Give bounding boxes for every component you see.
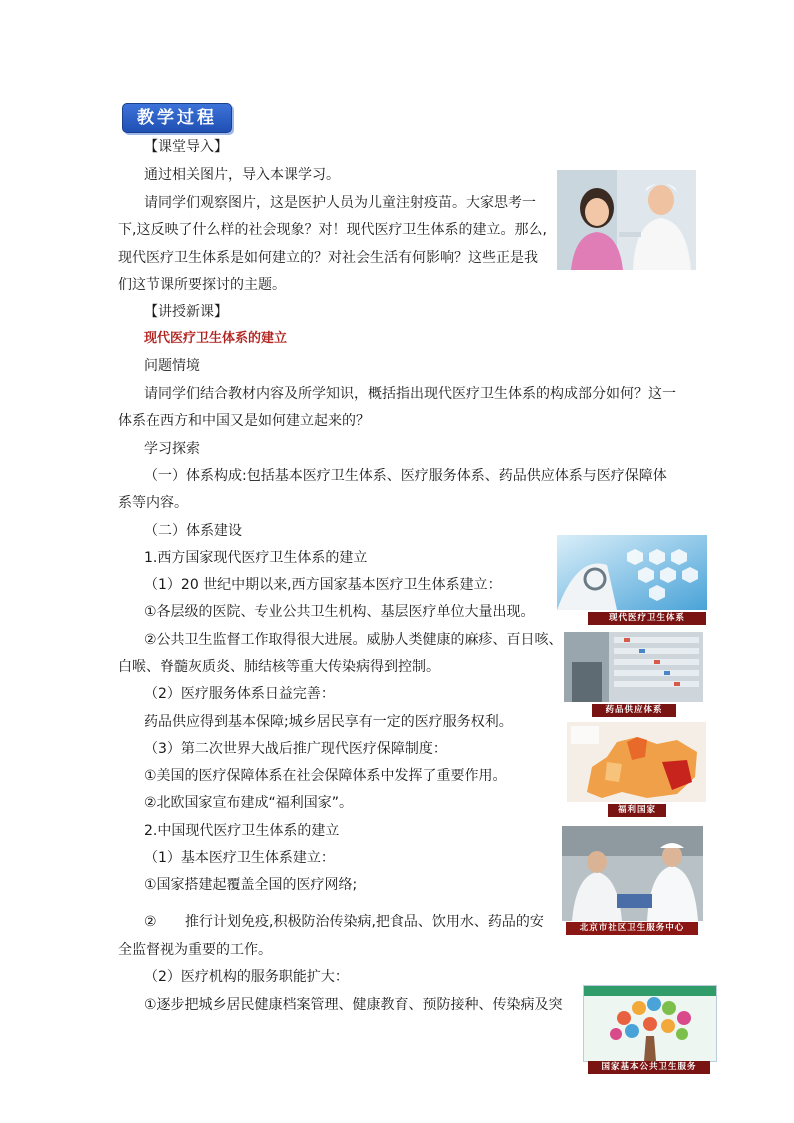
paragraph-line: 请同学们观察图片，这是医护人员为儿童注射疫苗。大家思考一 <box>144 195 536 211</box>
paragraph-line: （2）医疗服务体系日益完善： <box>144 686 335 702</box>
paragraph-line: （一）体系构成:包括基本医疗卫生体系、医疗服务体系、药品供应体系与医疗保障体 <box>144 468 667 484</box>
community-health-photo <box>562 826 703 921</box>
paragraph-line: 2.中国现代医疗卫生体系的建立 <box>144 823 340 839</box>
pharmacy-image <box>564 632 703 702</box>
paragraph-line: 请同学们结合教材内容及所学知识，概括指出现代医疗卫生体系的构成部分如何？这一 <box>144 386 676 402</box>
paragraph-line: 全监督视为重要的工作。 <box>118 942 272 958</box>
image-caption: 国家基本公共卫生服务 <box>588 1061 710 1074</box>
paragraph-line: 通过相关图片，导入本课学习。 <box>144 167 340 183</box>
image-caption: 药品供应体系 <box>592 704 676 717</box>
new-lesson-heading: 【讲授新课】 <box>144 304 228 320</box>
section-badge: 教学过程 <box>122 103 232 133</box>
paragraph-line: ①国家搭建起覆盖全国的医疗网络; <box>144 877 358 893</box>
paragraph-line: ①美国的医疗保障体系在社会保障体系中发挥了重要作用。 <box>144 768 507 784</box>
medical-system-image <box>557 535 707 610</box>
paragraph-line: ② <box>144 914 157 930</box>
image-caption: 现代医疗卫生体系 <box>588 612 706 625</box>
image-caption: 北京市社区卫生服务中心 <box>566 922 698 935</box>
paragraph-line: 问题情境 <box>144 358 200 374</box>
paragraph-line: （1）基本医疗卫生体系建立： <box>144 850 335 866</box>
paragraph-line: 学习探索 <box>144 441 200 457</box>
paragraph-line: ①各层级的医院、专业公共卫生机构、基层医疗单位大量出现。 <box>144 604 535 620</box>
image-caption: 福利国家 <box>608 804 666 817</box>
welfare-map-image <box>567 722 706 802</box>
paragraph-line: 现代医疗卫生体系是如何建立的？对社会生活有何影响？这些正是我 <box>118 250 538 266</box>
paragraph-line: 药品供应得到基本保障;城乡居民享有一定的医疗服务权利。 <box>144 714 513 730</box>
paragraph-line: 1.西方国家现代医疗卫生体系的建立 <box>144 550 368 566</box>
public-health-image <box>583 985 717 1062</box>
vaccination-photo <box>557 170 696 270</box>
section-title: 现代医疗卫生体系的建立 <box>144 331 288 346</box>
intro-heading: 【课堂导入】 <box>144 139 228 155</box>
paragraph-line: （二）体系建设 <box>144 523 242 539</box>
paragraph-line: 系等内容。 <box>118 495 188 511</box>
paragraph-line: 们这节课所要探讨的主题。 <box>118 277 286 293</box>
paragraph-line: ②北欧国家宣布建成“福利国家”。 <box>144 795 354 811</box>
paragraph-line: 下,这反映了什么样的社会现象？对！现代医疗卫生体系的建立。那么, <box>118 222 547 238</box>
paragraph-line: （2）医疗机构的服务职能扩大： <box>144 969 349 985</box>
paragraph-line: 白喉、脊髓灰质炎、肺结核等重大传染病得到控制。 <box>118 659 440 675</box>
paragraph-line: ①逐步把城乡居民健康档案管理、健康教育、预防接种、传染病及突 <box>144 997 563 1013</box>
paragraph-line: 体系在西方和中国又是如何建立起来的？ <box>118 413 370 429</box>
paragraph-line: ②公共卫生监督工作取得很大进展。威胁人类健康的麻疹、百日咳、 <box>144 632 563 648</box>
paragraph-line: （1）20 世纪中期以来,西方国家基本医疗卫生体系建立： <box>144 577 502 593</box>
paragraph-line: （3）第二次世界大战后推广现代医疗保障制度： <box>144 741 447 757</box>
paragraph-line: 推行计划免疫,积极防治传染病,把食品、饮用水、药品的安 <box>185 914 544 930</box>
